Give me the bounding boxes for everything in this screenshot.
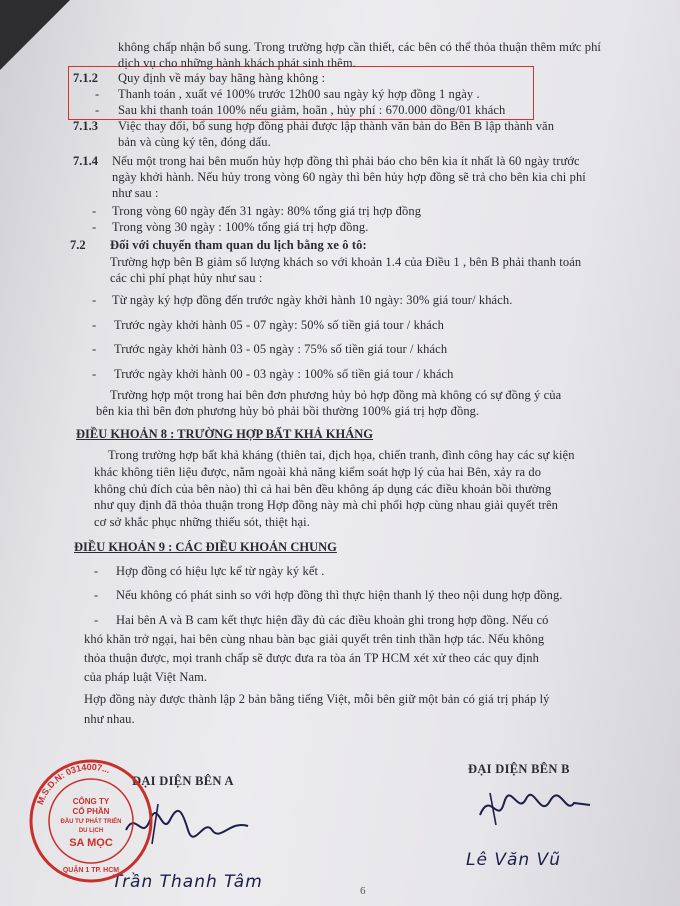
seal-line: DU LỊCH (78, 828, 104, 834)
section-number: 7.1.3 (73, 119, 98, 133)
text-line: Việc thay đổi, bổ sung hợp đồng phải được lập thành văn bản do Bên B lập thành văn (118, 119, 555, 133)
party-b-title: ĐẠI DIỆN BÊN B (468, 762, 570, 776)
company-seal-icon (26, 756, 156, 886)
seal-ring-text: M.S.D.N: 0314007... (34, 761, 112, 806)
seal-line: SA MỌC (69, 837, 113, 849)
text-line: cơ sở khắc phục những thiếu sót, thiệt hại. (94, 515, 310, 529)
text-line: thỏa thuận được, mọi tranh chấp sẽ được đưa ra tòa án TP HCM xét xử theo các quy định (84, 651, 539, 665)
text-line: Nếu một trong hai bên muốn hủy hợp đồng thì phải báo cho bên kia ít nhất là 60 ngày trước (112, 154, 580, 168)
text-line: Nếu không có phát sinh so với hợp đồng thì thực hiện thanh lý theo nội dung hợp đồng. (116, 588, 563, 602)
bullet-dash: - (94, 564, 99, 578)
party-a-name: Trần Thanh Tâm (112, 872, 263, 892)
background-corner (0, 0, 70, 70)
party-b-signature-icon (470, 785, 600, 835)
bullet-dash: - (92, 342, 97, 356)
bullet-dash: - (94, 588, 99, 602)
text-line: các chi phí phạt hủy như sau : (110, 271, 263, 285)
text-line: Trước ngày khởi hành 03 - 05 ngày : 75% số tiền giá tour / khách (114, 342, 448, 356)
text-line: Sau khi thanh toán 100% nếu giảm, hoãn , hủy phí : 670.000 đồng/01 khách (118, 103, 506, 117)
text-line: Trong vòng 60 ngày đến 31 ngày: 80% tổng giá trị hợp đồng (112, 204, 422, 218)
bullet-dash: - (92, 204, 97, 218)
seal-line: CỔ PHẦN (72, 807, 110, 816)
text-line: Hợp đồng có hiệu lực kể từ ngày ký kết . (116, 564, 325, 578)
text-line: như quy định đã thỏa thuận trong Hợp đồng này mà chỉ phối hợp cùng nhau giải quyết trên (94, 498, 559, 512)
article-9-heading: ĐIỀU KHOẢN 9 : CÁC ĐIỀU KHOẢN CHUNG (74, 540, 337, 554)
text-line: như sau : (112, 186, 159, 200)
seal-line: ĐẦU TƯ PHÁT TRIỂN (60, 819, 122, 825)
bullet-dash: - (95, 103, 100, 117)
text-line: khó khăn trở ngại, hai bên cùng nhau bàn bạc giải quyết trên tinh thần hợp tác. Nếu không (84, 632, 545, 646)
text-line: Trong vòng 30 ngày : 100% tổng giá trị hợp đồng. (112, 220, 369, 234)
text-line: không chủ đích của bên nào) thì cả hai bên đều không áp dụng các điều khoản bồi thường (94, 482, 552, 496)
text-line: Hai bên A và B cam kết thực hiện đầy đủ các điều khoản ghi trong hợp đồng. Nếu có (116, 613, 549, 627)
text-line: ngày khởi hành. Nếu hủy trong vòng 60 ngày thì bên hủy hợp đồng sẽ trả cho bên kia chi phí (112, 170, 586, 184)
page-number: 6 (360, 885, 366, 897)
subsection-title: Đối với chuyến tham quan du lịch bằng xe ô tô: (110, 238, 367, 252)
text-line: bản và cùng ký tên, đóng dấu. (118, 135, 271, 149)
text-line: Từ ngày ký hợp đồng đến trước ngày khởi hành 10 ngày: 30% giá tour/ khách. (112, 293, 513, 307)
text-line: Hợp đồng này được thành lập 2 bản bằng tiếng Việt, mỗi bên giữ một bản có giá trị pháp lý (84, 692, 550, 706)
text-line: của pháp luật Việt Nam. (84, 670, 208, 684)
text-line: không chấp nhận bổ sung. Trong trường hợp cần thiết, các bên có thể thỏa thuận thêm mức phí (118, 40, 602, 54)
text-line: Thanh toán , xuất vé 100% trước 12h00 sau ngày ký hợp đồng 1 ngày . (118, 87, 480, 101)
bullet-dash: - (95, 87, 100, 101)
bullet-dash: - (92, 220, 97, 234)
seal-line: CÔNG TY (72, 797, 110, 806)
section-number: 7.1.2 (73, 71, 98, 85)
bullet-dash: - (92, 367, 97, 381)
party-b-name: Lê Văn Vũ (466, 850, 561, 870)
text-line: Trước ngày khởi hành 05 - 07 ngày: 50% số tiền giá tour / khách (114, 318, 444, 332)
party-a-title: ĐẠI DIỆN BÊN A (132, 774, 234, 788)
bullet-dash: - (94, 613, 99, 627)
text-line: Trong trường hợp bất khả kháng (thiên tai, địch họa, chiến tranh, đình công hay các sự kiện (108, 448, 575, 462)
text-line: dịch vụ cho những hành khách phát sinh thêm. (118, 56, 356, 70)
text-line: Quy định về máy bay hãng hàng không : (118, 71, 326, 85)
bullet-dash: - (92, 318, 97, 332)
text-line: Trường hợp một trong hai bên đơn phương hủy bỏ hợp đồng mà không có sự đồng ý của (110, 388, 562, 402)
seal-bottom-text: QUẬN 1 TP. HCM (62, 867, 120, 874)
text-line: khác không tiên liệu được, nằm ngoài khả năng kiểm soát hợp lý của hai Bên, xảy ra do (94, 465, 542, 479)
section-number: 7.2 (70, 238, 86, 252)
text-line: bên kia thì bên đơn phương hủy bỏ phải bồi thường 100% giá trị hợp đồng. (96, 404, 480, 418)
text-line: Trường hợp bên B giảm số lượng khách so với khoản 1.4 của Điều 1 , bên B phải thanh toán (110, 255, 582, 269)
section-number: 7.1.4 (73, 154, 98, 168)
text-line: như nhau. (84, 712, 135, 726)
bullet-dash: - (92, 293, 97, 307)
text-line: Trước ngày khởi hành 00 - 03 ngày : 100% số tiền giá tour / khách (114, 367, 454, 381)
article-8-heading: ĐIỀU KHOẢN 8 : TRƯỜNG HỢP BẤT KHẢ KHÁNG (76, 427, 374, 441)
